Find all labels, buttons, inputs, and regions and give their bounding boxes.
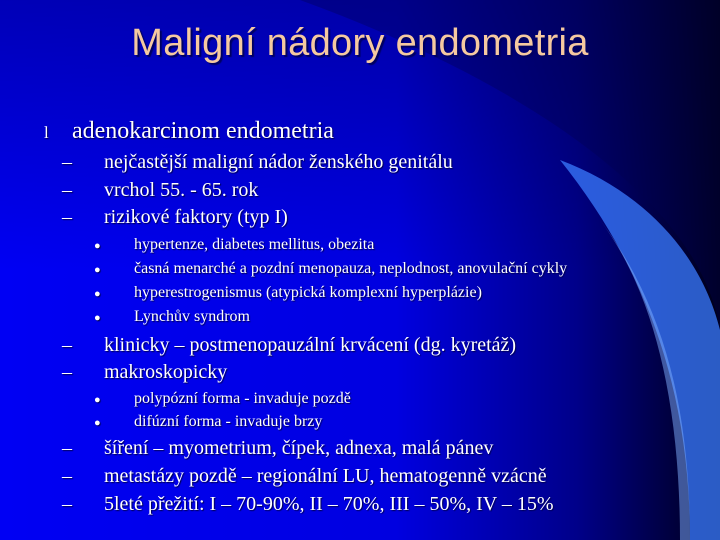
dash-icon: –	[62, 179, 72, 201]
subitem-text: makroskopicky	[104, 361, 228, 383]
subitem-text: klinicky – postmenopauzální krvácení (dg. kyretáž)	[104, 334, 517, 356]
slide-title: Maligní nádory endometria	[131, 22, 589, 64]
subsubitem-text: hypertenze, diabetes mellitus, obezita	[134, 236, 375, 253]
dash-icon: –	[62, 465, 72, 487]
subsubitem-text: difúzní forma - invaduje brzy	[134, 413, 323, 430]
dot-icon: ●	[94, 417, 101, 429]
dash-icon: –	[62, 334, 72, 356]
dash-icon: –	[62, 437, 72, 459]
subitem-text: nejčastější maligní nádor ženského genitálu	[104, 151, 453, 173]
subitem-text: rizikové faktory (typ I)	[104, 206, 288, 228]
subitem-text: metastázy pozdě – regionální LU, hematogenně vzácně	[104, 465, 547, 487]
dash-icon: –	[62, 361, 72, 383]
bullet-text: adenokarcinom endometria	[72, 118, 334, 144]
dash-icon: –	[62, 206, 72, 228]
dash-icon: –	[62, 151, 72, 173]
dot-icon: ●	[94, 288, 101, 300]
subitem-text: šíření – myometrium, čípek, adnexa, malá pánev	[104, 437, 494, 459]
subitem-text: vrchol 55. - 65. rok	[104, 179, 259, 201]
subitem-text: 5leté přežití: I – 70-90%, II – 70%, III – 50%, IV – 15%	[104, 493, 554, 515]
subsubitem-text: Lynchův syndrom	[134, 308, 250, 325]
dash-icon: –	[62, 493, 72, 515]
dot-icon: ●	[94, 312, 101, 324]
dot-icon: ●	[94, 264, 101, 276]
dot-icon: ●	[94, 240, 101, 252]
subsubitem-text: časná menarché a pozdní menopauza, neplodnost, anovulační cykly	[134, 260, 568, 277]
dot-icon: ●	[94, 394, 101, 406]
subsubitem-text: polypózní forma - invaduje pozdě	[134, 390, 351, 407]
subsubitem-text: hyperestrogenismus (atypická komplexní hyperplázie)	[134, 284, 482, 301]
bullet-icon: l	[44, 123, 49, 142]
